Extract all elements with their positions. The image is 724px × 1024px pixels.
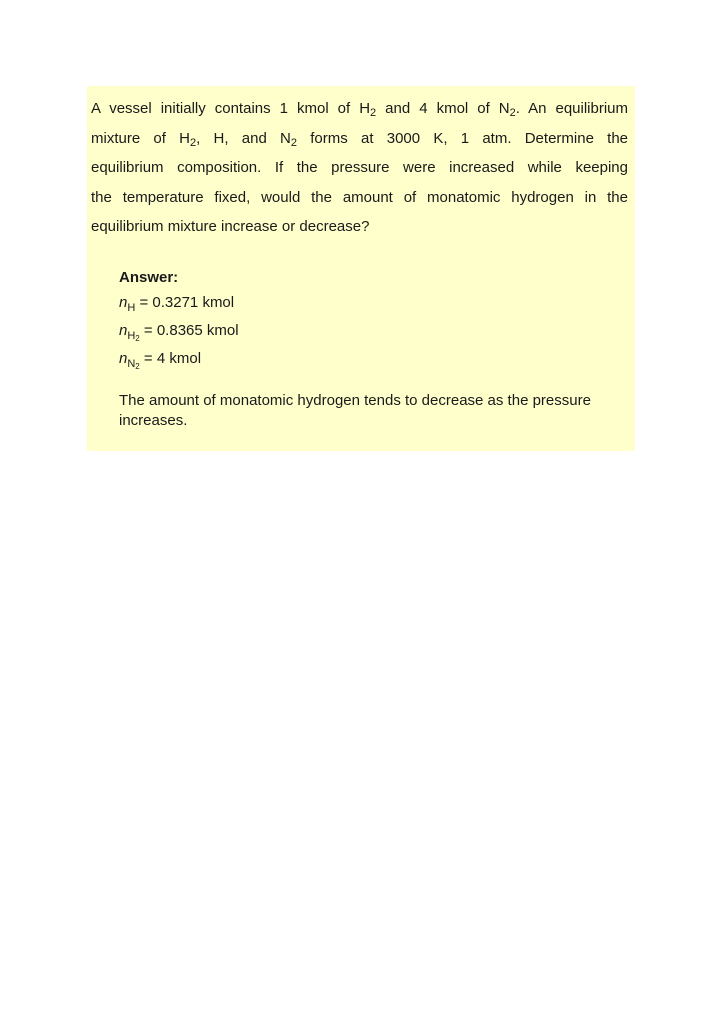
subscript: 2 xyxy=(290,136,297,149)
problem-statement xyxy=(91,94,628,242)
subscript-species: N xyxy=(127,358,136,370)
subscript-index: 2 xyxy=(135,334,140,343)
problem-text: and 4 kmol of N xyxy=(376,100,510,117)
answer-value: = 0.8365 kmol xyxy=(139,322,239,339)
subscript-species: H xyxy=(127,302,136,314)
answer-conclusion: The amount of monatomic hydrogen tends to decrease as the pressure increases. xyxy=(119,392,591,429)
problem-text: A vessel initially contains 1 kmol of H xyxy=(91,100,371,117)
subscript: 2 xyxy=(509,107,516,119)
variable-symbol: n xyxy=(119,322,128,339)
subscript: 2 xyxy=(190,136,197,149)
problem-text: mixture of H xyxy=(91,129,190,147)
subscript-index: 2 xyxy=(135,362,140,371)
answer-value: = 4 kmol xyxy=(139,350,202,367)
subscript: 2 xyxy=(370,107,377,119)
problem-line-1 xyxy=(91,94,628,124)
problem-text: . An equilibrium xyxy=(515,100,629,117)
variable-symbol: n xyxy=(119,350,128,367)
answer-block xyxy=(119,268,599,431)
variable-symbol: n xyxy=(119,294,128,311)
subscript-species: H xyxy=(127,330,136,342)
answer-title: Answer: xyxy=(119,269,179,286)
problem-line-2 xyxy=(91,124,628,154)
problem-text: forms at 3000 K, 1 atm. Determine the xyxy=(297,129,629,147)
problem-line-5: equilibrium mixture increase or decrease? xyxy=(91,218,370,236)
answer-item-nh2 xyxy=(119,321,599,341)
problem-line-4: the temperature fixed, would the amount of monatomic hydrogen in the xyxy=(91,188,628,206)
variable-subscript xyxy=(127,330,139,342)
problem-text: , H, and N xyxy=(196,129,291,147)
answer-item-nh xyxy=(119,293,599,313)
problem-box xyxy=(87,86,635,451)
answer-value: = 0.3271 kmol xyxy=(135,294,235,311)
answer-item-nn2 xyxy=(119,349,599,369)
problem-line-3: equilibrium composition. If the pressure were increased while keeping xyxy=(91,159,628,177)
variable-subscript xyxy=(127,358,139,370)
